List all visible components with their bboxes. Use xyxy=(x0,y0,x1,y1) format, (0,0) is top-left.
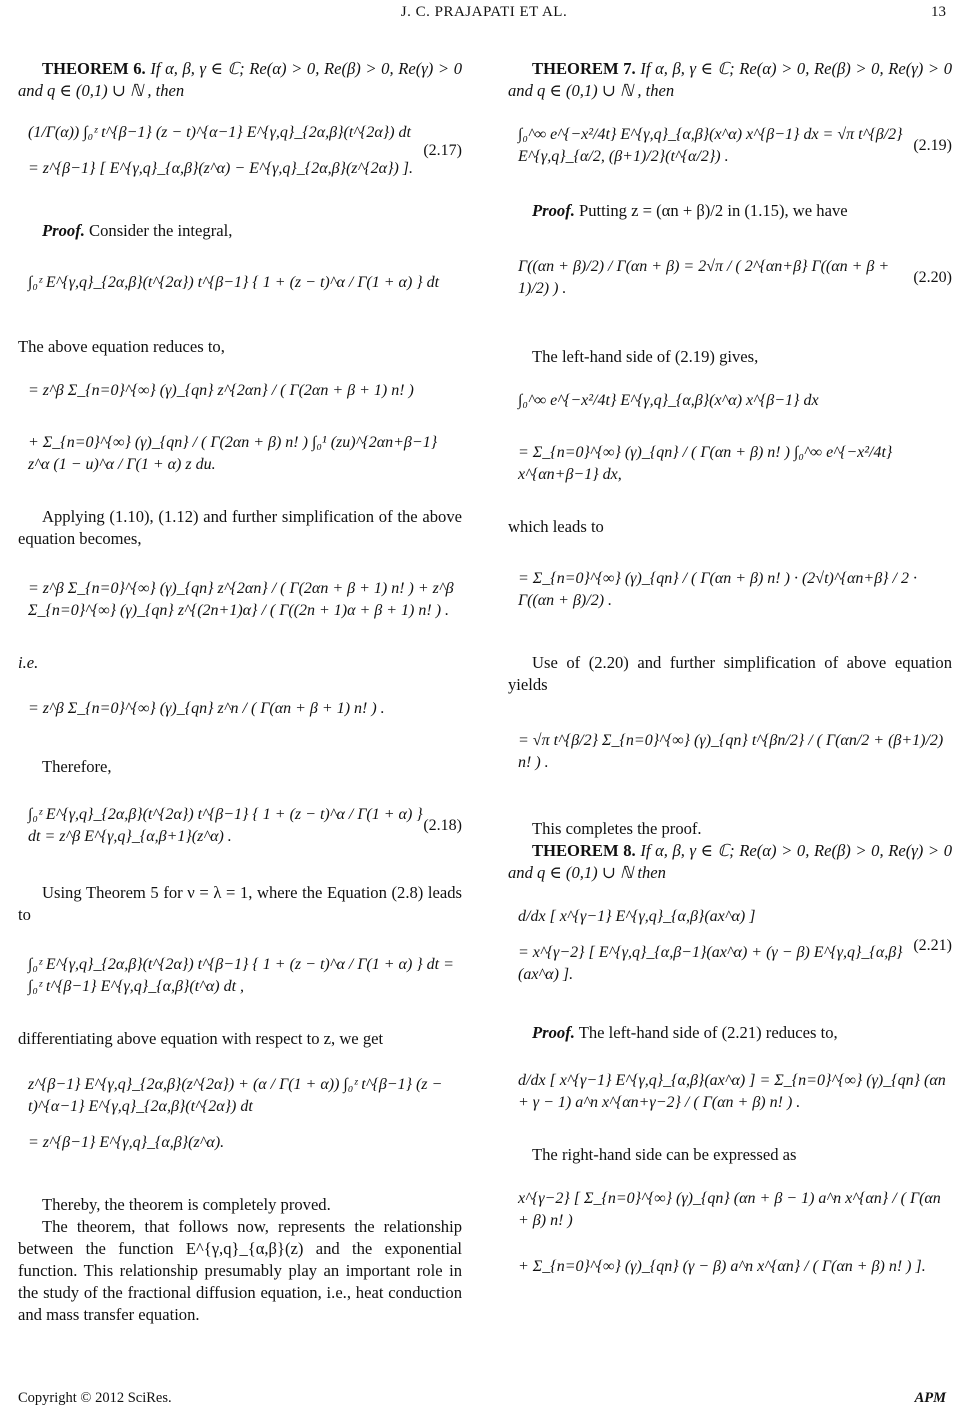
eq-use: = √π t^{β/2} Σ_{n=0}^{∞} (γ)_{qn} t^{βn/2} / ( Γ(αn/2 + (β+1)/2) n! ) . xyxy=(518,732,944,771)
eq-leads: = Σ_{n=0}^{∞} (γ)_{qn} / ( Γ(αn + β) n! ) · (2√t)^{αn+β} / 2 · Γ((αn + β)/2) . xyxy=(518,570,917,609)
theorem-6-label: THEOREM 6. xyxy=(42,59,146,78)
eq-2-19: ∫₀^∞ e^{−x²/4t} E^{γ,q}_{α,β}(x^α) x^{β−1} dx = √π t^{β/2} E^{γ,q}_{α/2, (β+1)/2}(t^{α/2}) . xyxy=(518,126,903,165)
differentiating-text: differentiating above equation with respect to z, we get xyxy=(18,1029,384,1048)
theorem-7-label: THEOREM 7. xyxy=(532,59,636,78)
equation-use xyxy=(508,730,952,774)
equation-lhs xyxy=(508,390,952,486)
theorem-8 xyxy=(508,840,952,884)
applying-text: Applying (1.10), (1.12) and further simplification of the above equation becomes, xyxy=(18,507,462,548)
proof-7-label: Proof. xyxy=(532,201,575,220)
eq-lhs-line1: ∫₀^∞ e^{−x²/4t} E^{γ,q}_{α,β}(x^α) x^{β−1} dx xyxy=(518,392,819,409)
equation-2-21 xyxy=(508,906,952,986)
equation-2-17 xyxy=(18,122,462,180)
equation-2-18 xyxy=(18,804,462,848)
eq-rhs-line2: + Σ_{n=0}^{∞} (γ)_{qn} (γ − β) a^n x^{αn} / ( Γ(αn + β) n! ) ]. xyxy=(518,1258,926,1275)
equation-rhs xyxy=(508,1188,952,1278)
equation-applying xyxy=(18,578,462,622)
eq-reduced-line2: + Σ_{n=0}^{∞} (γ)_{qn} / ( Γ(2αn + β) n! ) ∫₀¹ (zu)^{2αn+β−1} z^α (1 − u)^α / Γ(1 + α) z du. xyxy=(28,434,438,473)
eq-2-18-number: (2.18) xyxy=(423,817,462,834)
rhs-text: The right-hand side can be expressed as xyxy=(532,1145,797,1164)
thereby-text: Thereby, the theorem is completely proved. xyxy=(42,1195,331,1214)
eq-integral-1: ∫₀ᶻ E^{γ,q}_{2α,β}(t^{2α}) t^{β−1} { 1 + (z − t)^α / Γ(1 + α) } dt xyxy=(28,274,440,291)
proof-8-label: Proof. xyxy=(532,1023,575,1042)
page-number: 13 xyxy=(931,4,946,20)
theorem-8-label: THEOREM 8. xyxy=(532,841,636,860)
theorem-7 xyxy=(508,58,952,102)
proof-6-text: Consider the integral, xyxy=(89,221,233,240)
using-text: Using Theorem 5 for ν = λ = 1, where the Equation (2.8) leads to xyxy=(18,883,462,924)
eq-proof-8: d/dx [ x^{γ−1} E^{γ,q}_{α,β}(ax^α) ] = Σ_{n=0}^{∞} (γ)_{qn} (αn + γ − 1) a^n x^{αn+γ−2} / ( Γ(αn + β) n! ) . xyxy=(518,1072,946,1111)
reduces-text: The above equation reduces to, xyxy=(18,337,225,356)
equation-proof-8 xyxy=(508,1070,952,1114)
eq-2-17-line1: (1/Γ(α)) ∫₀ᶻ t^{β−1} (z − t)^{α−1} E^{γ,q}_{2α,β}(t^{2α}) dt xyxy=(28,124,411,141)
eq-using: ∫₀ᶻ E^{γ,q}_{2α,β}(t^{2α}) t^{β−1} { 1 + (z − t)^α / Γ(1 + α) } dt = ∫₀ᶻ t^{β−1} E^{γ,q}_{α,β}(t^α) dt , xyxy=(28,956,454,995)
proof-6-label: Proof. xyxy=(42,221,85,240)
leads-text: which leads to xyxy=(508,517,604,536)
proof-8-text: The left-hand side of (2.21) reduces to, xyxy=(578,1023,838,1042)
equation-using xyxy=(18,954,462,998)
theorem-8-text: If α, β, γ ∈ ℂ; Re(α) > 0, Re(β) > 0, Re(γ) > 0 and q ∈ (0,1) ∪ ℕ then xyxy=(508,841,953,882)
equation-integral-1 xyxy=(18,272,462,294)
therefore-text: Therefore, xyxy=(42,757,112,776)
eq-lhs-line2: = Σ_{n=0}^{∞} (γ)_{qn} / ( Γ(αn + β) n! ) ∫₀^∞ e^{−x²/4t} x^{αn+β−1} dx, xyxy=(518,444,893,483)
eq-2-21-number: (2.21) xyxy=(913,937,952,954)
eq-diff-line1: z^{β−1} E^{γ,q}_{2α,β}(z^{2α}) + (α / Γ(1 + α)) ∫₀ᶻ t^{β−1} (z − t)^{α−1} E^{γ,q}_{2α,β}(t^{2α}) dt xyxy=(28,1076,443,1115)
equation-2-19 xyxy=(508,124,952,168)
eq-diff-line2: = z^{β−1} E^{γ,q}_{α,β}(z^α). xyxy=(28,1134,225,1151)
eq-2-17-number: (2.17) xyxy=(423,142,462,159)
ie-text: i.e. xyxy=(18,653,39,672)
theorem-6-text: If α, β, γ ∈ ℂ; Re(α) > 0, Re(β) > 0, Re(γ) > 0 and q ∈ (0,1) ∪ ℕ , then xyxy=(18,59,463,100)
equation-leads xyxy=(508,568,952,612)
eq-2-18: ∫₀ᶻ E^{γ,q}_{2α,β}(t^{2α}) t^{β−1} { 1 + (z − t)^α / Γ(1 + α) } dt = z^β E^{γ,q}_{α,β+1}(z^α) . xyxy=(28,806,423,845)
follows-text: The theorem, that follows now, represents the relationship between the function E^{γ,q}_{α,β}(z) and the exponential function. This relationship presumably play an important role in the study of the fractional diffusion equation, i.e., heat conduction and mass transfer equation. xyxy=(18,1217,462,1324)
proof-6-intro xyxy=(18,220,462,242)
eq-reduced-line1: = z^β Σ_{n=0}^{∞} (γ)_{qn} z^{2αn} / ( Γ(2αn + β + 1) n! ) xyxy=(28,382,414,399)
completes-text: This completes the proof. xyxy=(532,819,702,838)
theorem-6 xyxy=(18,58,462,102)
copyright: Copyright © 2012 SciRes. xyxy=(18,1390,172,1406)
equation-reduced xyxy=(18,380,462,476)
running-header xyxy=(0,4,968,28)
eq-2-21-line1: d/dx [ x^{γ−1} E^{γ,q}_{α,β}(ax^α) ] xyxy=(518,908,756,925)
proof-7-text: Putting z = (αn + β)/2 in (1.15), we have xyxy=(579,201,848,220)
eq-2-20: Γ((αn + β)/2) / Γ(αn + β) = 2√π / ( 2^{αn+β} Γ((αn + β + 1)/2) ) . xyxy=(518,258,890,297)
equation-2-20 xyxy=(508,256,952,300)
eq-2-21-line2: = x^{γ−2} [ E^{γ,q}_{α,β−1}(ax^α) + (γ − β) E^{γ,q}_{α,β}(ax^α) ]. xyxy=(518,944,903,983)
eq-2-17-line2: = z^{β−1} [ E^{γ,q}_{α,β}(z^α) − E^{γ,q}_{2α,β}(z^{2α}) ]. xyxy=(28,160,414,177)
eq-2-19-number: (2.19) xyxy=(913,137,952,154)
journal-name: APM xyxy=(914,1390,946,1406)
eq-2-20-number: (2.20) xyxy=(913,269,952,286)
use-text: Use of (2.20) and further simplification of above equation yields xyxy=(508,653,952,694)
equation-differentiated xyxy=(18,1074,462,1154)
eq-ie: = z^β Σ_{n=0}^{∞} (γ)_{qn} z^n / ( Γ(αn + β + 1) n! ) . xyxy=(28,700,385,717)
lhs-text: The left-hand side of (2.19) gives, xyxy=(532,347,759,366)
proof-7-intro xyxy=(508,200,952,222)
proof-8-intro xyxy=(508,1022,952,1044)
equation-ie xyxy=(18,698,462,720)
eq-applying: = z^β Σ_{n=0}^{∞} (γ)_{qn} z^{2αn} / ( Γ(2αn + β + 1) n! ) + z^β Σ_{n=0}^{∞} (γ)_{qn} z^{(2n+1)α} / ( Γ((2n + 1)α + β + 1) n! ) . xyxy=(28,580,454,619)
right-column xyxy=(508,44,952,1278)
running-title: J. C. PRAJAPATI ET AL. xyxy=(400,4,568,20)
eq-rhs-line1: x^{γ−2} [ Σ_{n=0}^{∞} (γ)_{qn} (αn + β − 1) a^n x^{αn} / ( Γ(αn + β) n! ) xyxy=(518,1190,941,1229)
theorem-7-text: If α, β, γ ∈ ℂ; Re(α) > 0, Re(β) > 0, Re(γ) > 0 and q ∈ (0,1) ∪ ℕ , then xyxy=(508,59,953,100)
left-column xyxy=(18,44,462,1326)
